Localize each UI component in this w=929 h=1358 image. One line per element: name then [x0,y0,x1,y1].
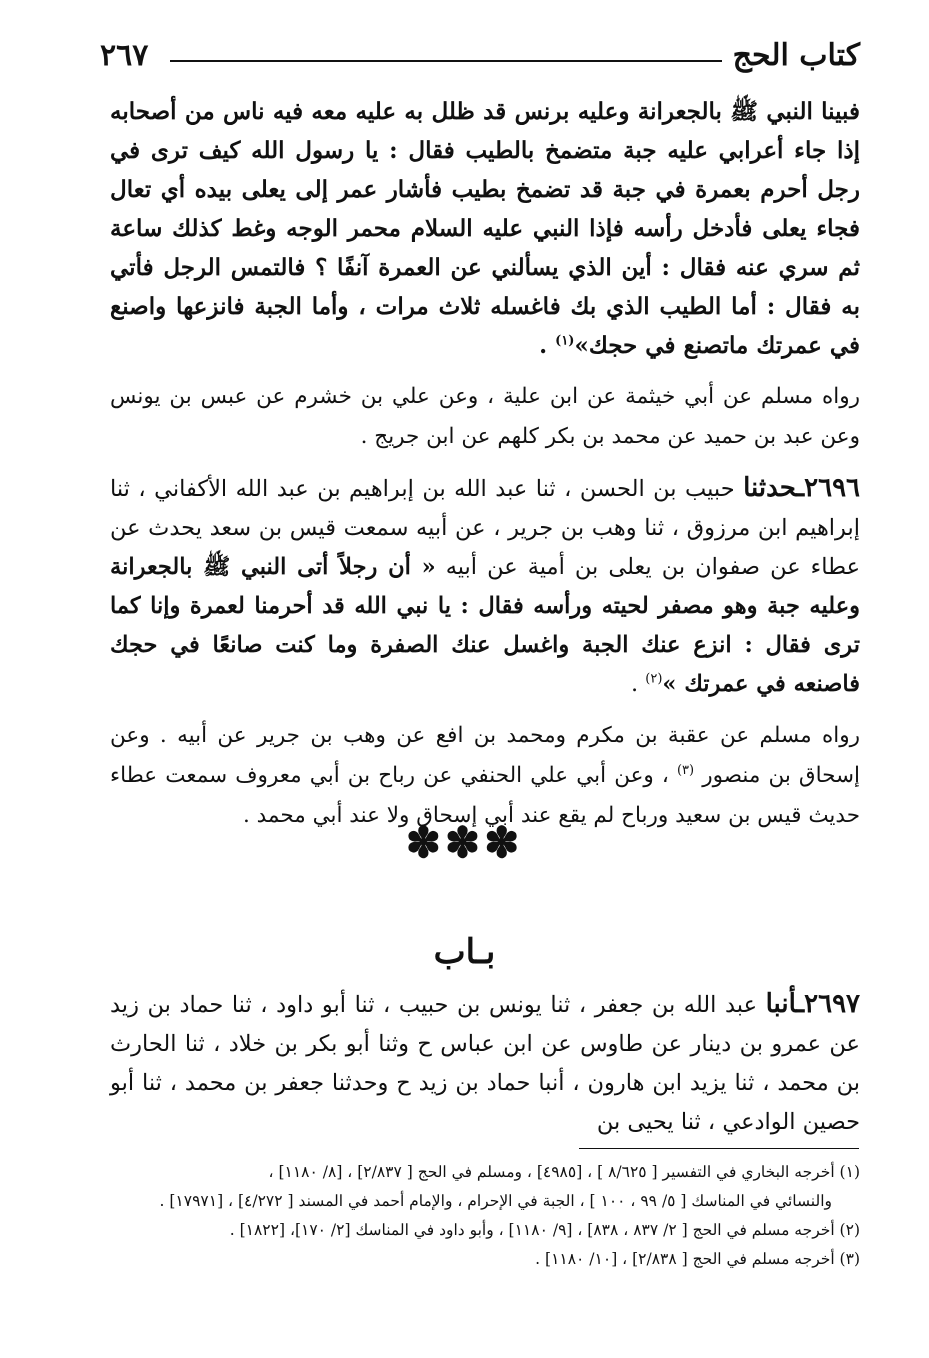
footnote-ref: (٢) [645,671,663,687]
footnote-2: (٢) أخرجه مسلم في الحج [ ٢/ ٨٣٧ ، ٨٣٨] ، [٩/ ١١٨٠] ، وأبو داود في المناسك [٢/ ١٧٠]، [١٨٢٢] . [229,1221,860,1239]
running-title: كتاب الحج [732,38,860,73]
footnote-3: (٣) أخرجه مسلم في الحج [ ٢/٨٣٨] ، [١٠/ ١١٨٠] . [535,1250,860,1268]
hadith-matn: « أن رجلاً أتى النبي ﷺ بالجعرانة وعليه جبة وهو مصفر لحيته ورأسه فقال : يا نبي الله قد أحرمنا لعمرة وإنا كما ترى فقال : انزع عنك الجبة واغسل عنك الصفرة وما كنت صانعًا في حجك فاصنعه في عمرتك » [110,554,860,697]
chapter-heading: بـاب [433,932,496,972]
riwaya-note: رواه مسلم عن أبي خيثمة عن ابن علية ، وعن علي بن خشرم عن عبس بن يونس وعن عبد بن حميد عن محمد بن بكر كلهم عن ابن جريج . [110,384,860,449]
section-separator: ✽✽✽ [405,818,524,867]
main-text-2 [110,985,860,1154]
hadith-quote: فبينا النبي ﷺ بالجعرانة وعليه برنس قد ظلل به عليه معه فيه ناس من أصحابه إذا جاء أعرابي عليه جبة متضمخ بالطيب فقال : يا رسول الله كيف ترى في رجل أحرم بعمرة في جبة قد تضمخ بطيب فأشار عمر إلى يعلى بيده أي تعال فجاء يعلى فأدخل رأسه فإذا النبي عليه السلام محمر الوجه وغط كذلك ساعة ثم سري عنه فقال : أين الذي يسألني عن العمرة آنفًا ؟ فالتمس الرجل فأتي به فقال : أما الطيب الذي بك فاغسله ثلاث مرات ، وأما الجبة فانزعها واصنع في عمرتك ماتصنع في حجك» [110,98,860,359]
riwaya-text: رواه مسلم عن عقبة بن مكرم ومحمد بن افع عن وهب بن جرير عن أبيه . وعن إسحاق بن منصور [110,723,861,788]
hadith-lead: أنبا [765,989,797,1019]
hadith-number: ٢٦٩٧ـ [796,989,860,1019]
page-header [100,38,860,78]
footnote-1-cont: والنسائي في المناسك [ ٥/ ٩٩ ، ١٠٠ ] ، الجبة في الإحرام ، والإمام أحمد في المسند [ ٤/٢٧٢] ، [١٧٩٧١] . [159,1192,832,1210]
footnote-ref: (٣) [676,762,695,778]
sentence-end: . [539,332,556,359]
main-text [110,92,860,848]
page-number: ٢٦٧ [100,38,149,73]
hadith-2697 [110,985,860,1142]
hadith-isnad: عبد الله بن جعفر ، ثنا يونس بن حبيب ، ثنا أبو داود ، ثنا حماد بن زيد عن عمرو بن دينار عن طاوس عن ابن عباس ح وثنا أبو بكر بن خلاد ، ثنا الحارث بن محمد ، ثنا يزيد ابن هارون ، أنبا حماد بن زيد ح وحدثنا جعفر بن محمد ، ثنا أبو حصين الوادعي ، ثنا يحيى بن [110,992,860,1135]
hadith-2696 [110,469,860,704]
footnote-ref: (١) [555,333,575,349]
footnote-rule [579,1148,859,1149]
header-rule [170,60,722,62]
hadith-isnad: حبيب بن الحسن ، ثنا عبد الله بن إبراهيم بن عبد الله الأكفاني ، ثنا إبراهيم ابن مرزوق ، ثنا وهب بن جرير ، عن أبيه سمعت قيس بن سعد يحدث عن عطاء عن صفوان بن يعلى بن أمية عن أبيه [110,476,860,580]
hadith-lead: حدثنا [743,473,797,503]
sentence-end: . [630,671,646,697]
riwaya-text: ، وعن أبي علي الحنفي عن رباح بن أبي معروف سمعت عطاء حديث قيس بن سعيد ورباح لم يقع عند أبي إسحاق ولا عند أبي محمد . [110,763,860,828]
footnote-1: (١) أخرجه البخاري في التفسير [ ٨/٦٢٥ ] ، [٤٩٨٥] ، ومسلم في الحج [ ٢/٨٣٧] ، [٨/ ١١٨٠] ، [268,1163,860,1181]
hadith-number: ٢٦٩٦ـ [796,473,860,503]
hadith-text-continued [110,92,860,365]
footnotes [110,1158,860,1274]
